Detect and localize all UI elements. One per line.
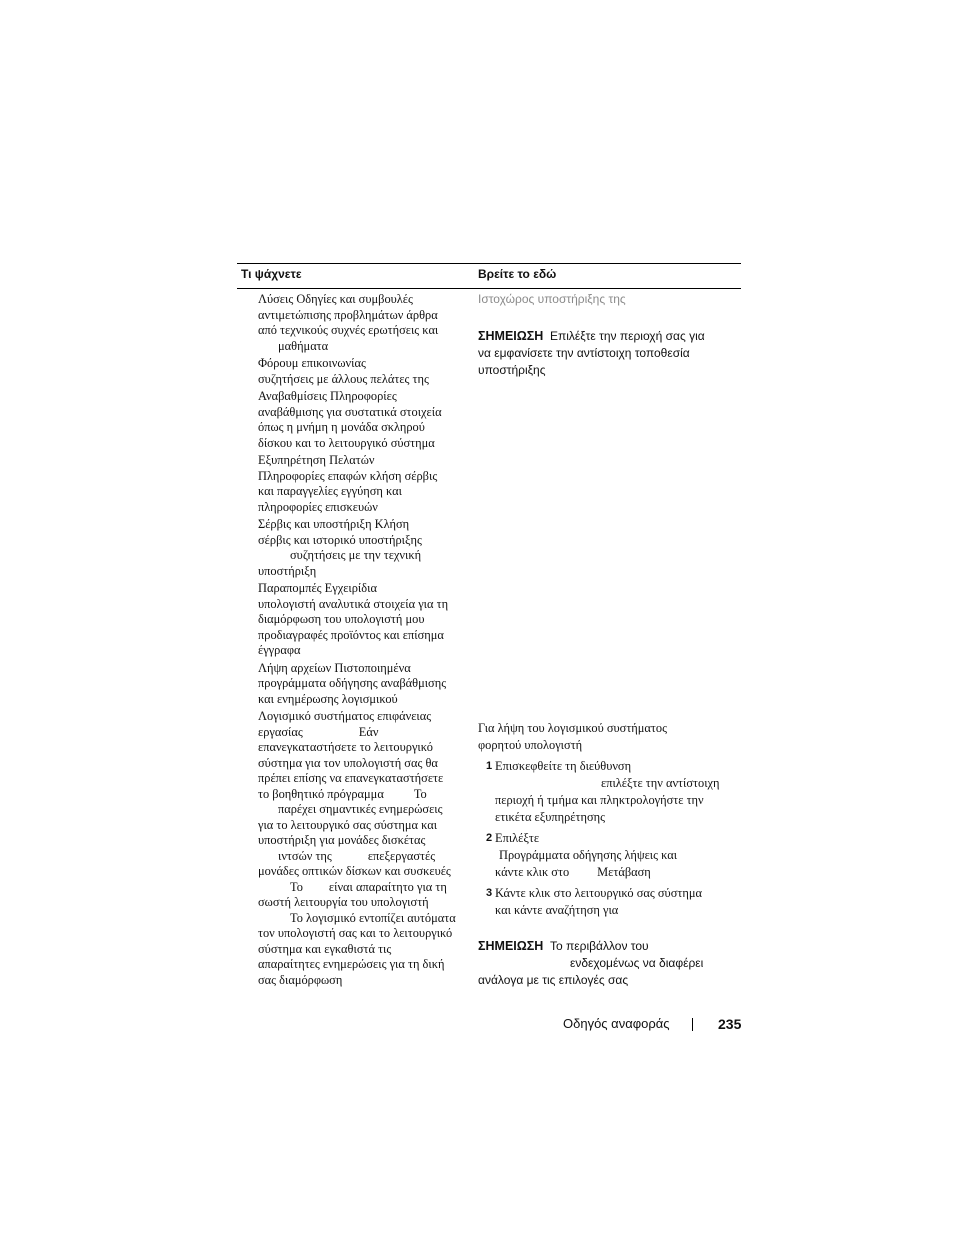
note-label: ΣΗΜΕΙΩΣΗ xyxy=(478,329,544,343)
step-2: 2 Επιλέξτε Προγράμματα οδήγησης λήψεις και κάντε κλικ στο Μετάβαση xyxy=(486,831,678,879)
service-support-entry: Σέρβις και υποστήριξη Κλήση σέρβις και ιστορικό υποστήριξης συζητήσεις με την τεχνική υποστήριξη xyxy=(258,517,422,578)
note-region: ΣΗΜΕΙΩΣΗ Επιλέξτε την περιοχή σας για να εμφανίσετε την αντίστοιχη τοποθεσία υποστήριξης xyxy=(478,329,705,377)
page-number: 235 xyxy=(718,1016,742,1032)
upgrades-entry: Αναβαθμίσεις Πληροφορίες αναβάθμισης για συστατικά στοιχεία όπως η μνήμη η μονάδα σκληρού δίσκου και το λειτουργικό σύστημα xyxy=(258,389,442,450)
download-steps xyxy=(478,758,733,919)
note-label: ΣΗΜΕΙΩΣΗ xyxy=(478,939,544,953)
left-column xyxy=(258,292,472,990)
system-software-entry: Λογισμικό συστήματος επιφάνειας εργασίας Εάν επανεγκαταστήσετε το λειτουργικό σύστημα για τον υπολογιστή σας θα πρέπει επίσης να επανεγκαταστήσετε το βοηθητικό πρόγραμμα Το παρέχει σημαντικές ενημερώσεις για το λειτουργικό σας σύστημα και υποστήριξη για μονάδες δισκέτας ιντσών της επεξεργαστές μονάδες οπτικών δίσκων και συσκευές Το είναι απαραίτητο για τη σωστή λειτουργία του υπολογιστή Το λογισμικό εντοπίζει αυτόματα τον υπολογιστή σας και το λειτουργικό σύστημα και εγκαθιστά τις απαραίτητες ενημερώσεις για τη δική σας διαμόρφωση xyxy=(258,709,456,987)
column-header-where: Βρείτε το εδώ xyxy=(478,267,557,281)
table-top-rule xyxy=(237,263,741,264)
forum-entry: Φόρουμ επικοινωνίας συζητήσεις με άλλους πελάτες της xyxy=(258,356,429,386)
footer-separator xyxy=(692,1018,693,1031)
downloads-entry: Λήψη αρχείων Πιστοποιημένα προγράμματα οδήγησης αναβάθμισης και ενημέρωσης λογισμικού xyxy=(258,660,447,706)
table-header-rule xyxy=(237,288,741,289)
note-environment: ΣΗΜΕΙΩΣΗ Το περιβάλλον του ενδεχομένως να διαφέρει ανάλογα με τις επιλογές σας xyxy=(478,939,704,987)
solutions-entry: Λύσεις Οδηγίες και συμβουλές αντιμετώπισης προβλημάτων άρθρα από τεχνικούς συχνές ερωτήσεις και μαθήματα xyxy=(258,292,439,353)
references-entry: Παραπομπές Εγχειρίδια υπολογιστή αναλυτικά στοιχεία για τη διαμόρφωση του υπολογιστή μου προδιαγραφές προϊόντος και επίσημα έγγραφα xyxy=(258,581,449,657)
download-intro: Για λήψη του λογισμικού συστήματος φορητού υπολογιστή xyxy=(478,721,668,752)
customer-service-entry: Εξυπηρέτηση Πελατών Πληροφορίες επαφών κλήση σέρβις και παραγγελίες εγγύηση και πληροφορίες επισκευών xyxy=(258,453,438,514)
column-header-what: Τι ψάχνετε xyxy=(241,267,302,281)
step-1: 1 Επισκεφθείτε τη διεύθυνση επιλέξτε την αντίστοιχη περιοχή ή τμήμα και πληκτρολογήστε την ετικέτα εξυπηρέτησης xyxy=(486,759,720,824)
step-3: 3 Κάντε κλικ στο λειτουργικό σας σύστημα και κάντε αναζήτηση για xyxy=(486,886,702,917)
support-site-link[interactable]: Ιστοχώρος υποστήριξης της xyxy=(478,292,626,306)
footer-guide-title: Οδηγός αναφοράς xyxy=(563,1016,670,1031)
